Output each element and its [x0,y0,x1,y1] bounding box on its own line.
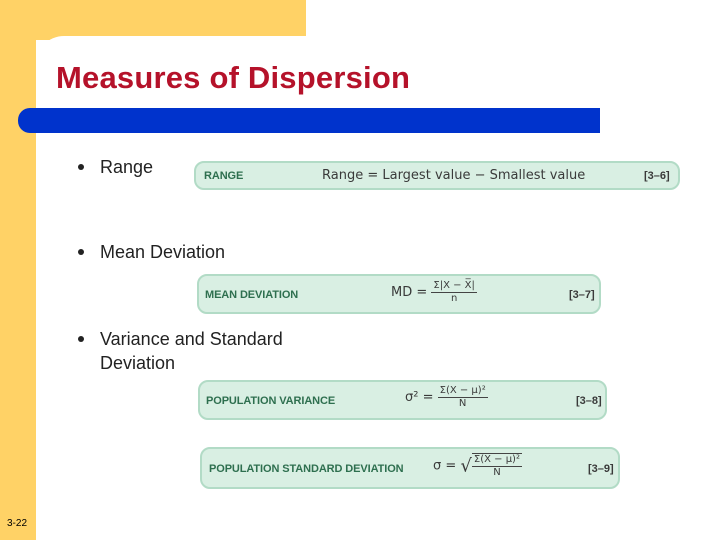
formula-label: MEAN DEVIATION [205,289,299,301]
bullet-text: Variance and Standard Deviation [100,329,283,373]
formula-lhs: σ² = [405,390,434,405]
formula-numerator: Σ(X − μ)² [473,454,520,465]
formula-text: Range = Largest value − Smallest value [322,168,586,183]
slide-number: 3-22 [7,518,28,529]
yellow-corner-top [0,0,306,40]
title-underline-bar [18,108,600,133]
formula-denominator: N [493,467,501,478]
bullet-dot [78,249,84,255]
sqrt-icon: √ [460,455,472,477]
equation-number: [3–9] [588,463,614,475]
formula-label: RANGE [204,170,244,182]
mean-deviation-formula-box [197,274,601,314]
bullet-dot [78,336,84,342]
formula-lhs: σ = [433,458,457,474]
formula-fraction [431,280,477,305]
population-sd-formula-box [200,447,620,489]
bullet-text: Mean Deviation [100,242,226,262]
range-formula-box [194,161,680,190]
formula-expression [391,280,477,305]
equation-number: [3–6] [644,170,670,182]
population-variance-formula-box [198,380,607,420]
formula-label: POPULATION STANDARD DEVIATION [209,463,404,475]
yellow-sidebar [0,0,36,540]
bullet-text: Range [100,157,154,177]
formula-denominator: n [450,293,458,304]
formula-numerator: Σ(X − μ)² [439,385,486,396]
formula-fraction [438,385,488,410]
formula-expression [405,385,488,410]
bullet-dot [78,164,84,170]
formula-denominator: N [458,398,467,409]
equation-number: [3–8] [576,395,602,407]
formula-fraction [472,453,522,479]
formula-label: POPULATION VARIANCE [206,395,336,407]
equation-number: [3–7] [569,289,595,301]
formula-numerator: Σ|X − X̅| [433,280,475,291]
formula-expression [433,453,522,479]
slide-title: Measures of Dispersion [56,60,411,95]
formula-lhs: MD = [391,285,428,300]
